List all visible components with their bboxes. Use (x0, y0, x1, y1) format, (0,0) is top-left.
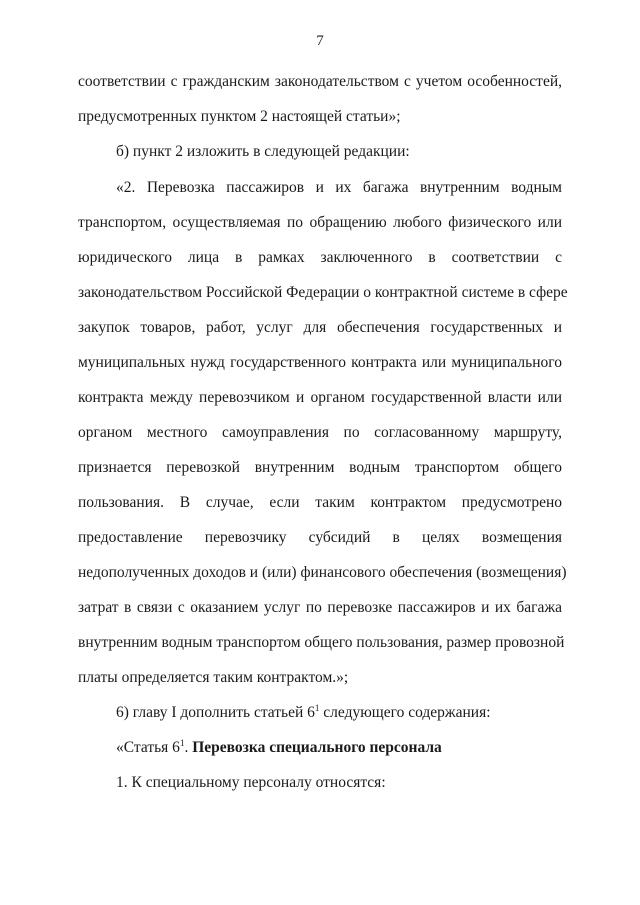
line6-sup: 1 (314, 702, 320, 713)
page-number: 7 (316, 33, 324, 49)
text-line: юридического лица в рамках заключенного в соответствии с (78, 249, 562, 266)
text-line: затрат в связи с оказанием услуг по перевозке пассажиров и их багажа (78, 599, 562, 616)
text-line: «2. Перевозка пассажиров и их багажа внутренним водным (116, 179, 562, 196)
text-line: признается перевозкой внутренним водным транспортом общего (78, 459, 562, 476)
text-line: транспортом, осуществляемая по обращению любого физического или (78, 214, 562, 231)
text-line: закупок товаров, работ, услуг для обеспечения государственных и (78, 319, 562, 336)
text-line: контракта между перевозчиком и органом государственной власти или (78, 389, 562, 406)
text-line: недополученных доходов и (или) финансового обеспечения (возмещения) (78, 564, 567, 581)
text-line: предоставление перевозчику субсидий в целях возмещения (78, 529, 562, 546)
text-line: внутренним водным транспортом общего пользования, размер провозной (78, 634, 565, 651)
text-line: законодательством Российской Федерации о контрактной системе в сфере (78, 284, 568, 301)
text-line: б) пункт 2 изложить в следующей редакции: (116, 143, 410, 160)
text-line: предусмотренных пунктом 2 настоящей статьи»; (78, 108, 401, 125)
article-prefix: «Статья 6 (116, 739, 180, 756)
text-line: 1. К специальному персоналу относятся: (116, 774, 386, 791)
text-line: пользования. В случае, если таким контрактом предусмотрено (78, 494, 562, 511)
article-title: Перевозка специального персонала (192, 739, 442, 756)
text-line: соответствии с гражданским законодательством с учетом особенностей, (78, 73, 562, 90)
text-line: платы определяется таким контрактом.»; (78, 669, 349, 686)
article-dot: . (184, 739, 193, 756)
article-heading (116, 738, 562, 758)
text-line (116, 703, 562, 723)
article-sup: 1 (179, 737, 185, 748)
text-line: муниципальных нужд государственного контракта или муниципального (78, 354, 562, 371)
line6-before: 6) главу I дополнить статьей 6 (116, 704, 315, 721)
line6-after: следующего содержания: (319, 704, 491, 721)
text-line: органом местного самоуправления по согласованному маршруту, (78, 424, 562, 441)
